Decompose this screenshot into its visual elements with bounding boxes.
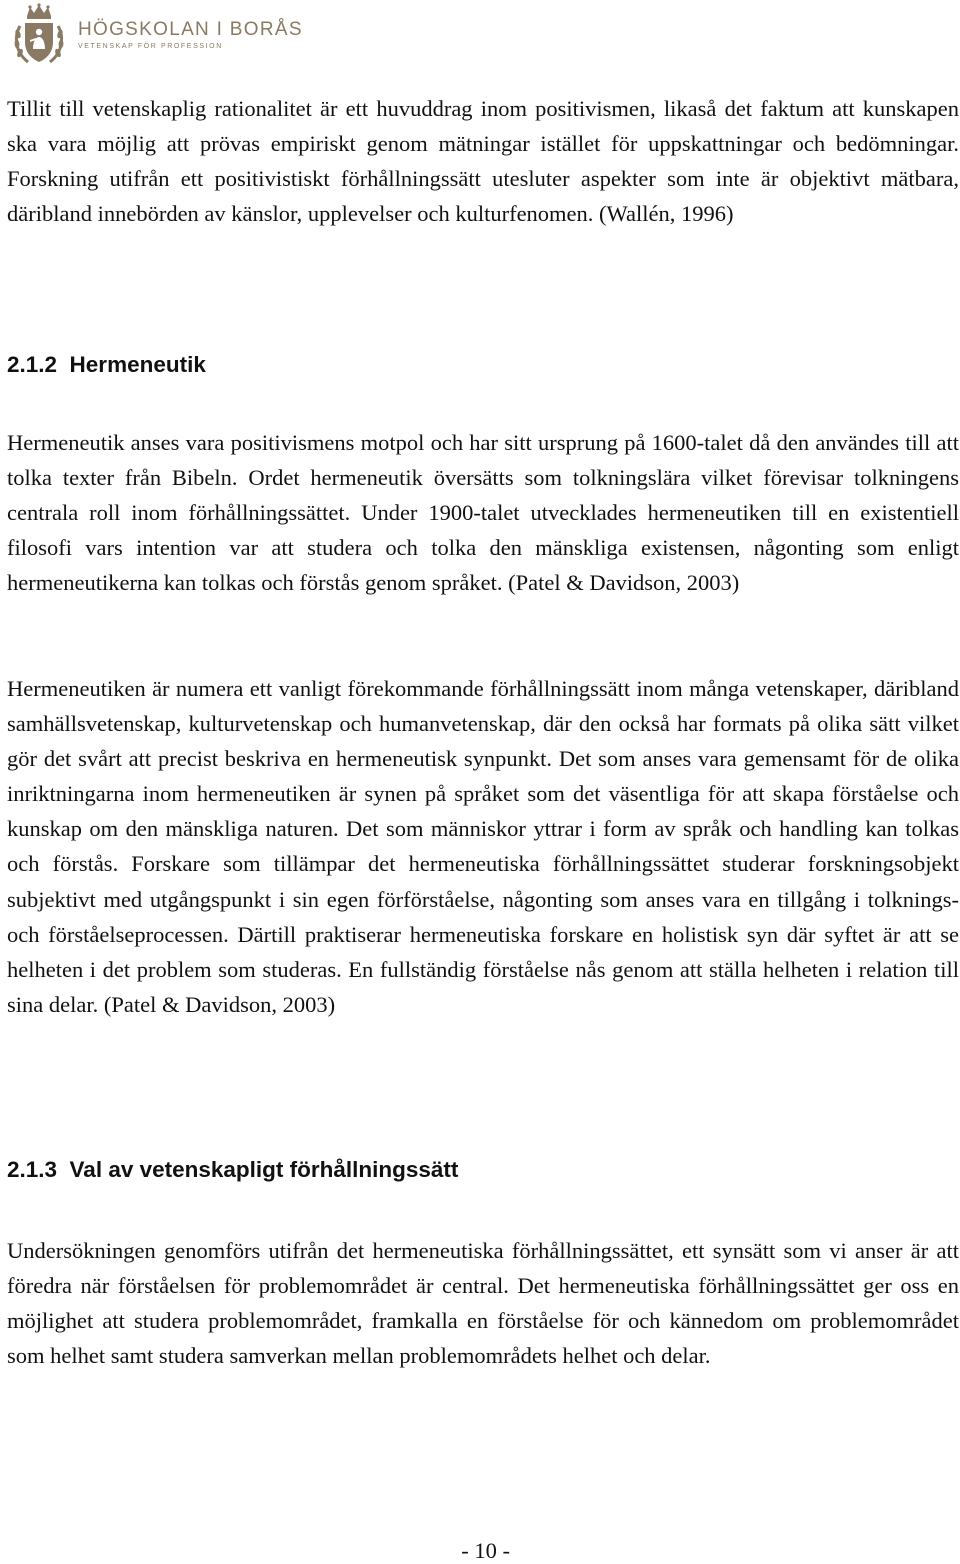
heading-val-av-forhallningssatt: 2.1.3 Val av vetenskapligt förhållningssätt [7,1157,459,1182]
institution-name: HÖGSKOLAN I BORÅS [78,18,303,40]
val-block [7,1233,959,1373]
page-number: - 10 - [461,1538,510,1563]
university-seal-icon [6,2,72,68]
page-header [6,0,303,70]
heading-hermeneutik: 2.1.2 Hermeneutik [7,352,206,377]
hermeneutik-block-2 [7,671,959,1022]
heading-block-212 [7,351,959,379]
paragraph-intro: Tillit till vetenskaplig rationalitet är ett huvuddrag inom positivismen, likaså det faktum att kunskapen ska vara möjlig att prövas empiriskt genom mätningar istället för uppskattningar och bedömningar. Forskning utifrån ett positivistiskt förhållningssätt utesluter aspekter som inte är objektivt mätbara, däribland innebörden av känslor, upplevelser och kulturfenomen. (Wallén, 1996) [7,96,959,227]
hermeneutik-block-1 [7,425,959,600]
institution-tagline: VETENSKAP FÖR PROFESSION [78,42,223,50]
heading-block-213 [7,1156,959,1184]
intro-block [7,91,959,231]
institution-logo-text [78,20,303,51]
paragraph-hermeneutik-1: Hermeneutik anses vara positivismens motpol och har sitt ursprung på 1600-talet då den användes till att tolka texter från Bibeln. Ordet hermeneutik översätts som tolkningslära vilket förevisar tolkningens centrala roll inom förhållningssättet. Under 1900-talet utvecklades hermeneutiken till en existentiell filosofi vars intention var att studera och tolka den mänskliga existensen, någonting som enligt hermeneutikerna kan tolkas och förstås genom språket. (Patel & Davidson, 2003) [7,430,959,596]
paragraph-val: Undersökningen genomförs utifrån det hermeneutiska förhållningssättet, ett synsätt som vi anser är att föredra när förståelsen för problemområdet är central. Det hermeneutiska förhållningssättet ger oss en möjlighet att studera problemområdet, framkalla en förståelse för och kännedom om problemområdet som helhet samt studera samverkan mellan problemområdets helhet och delar. [7,1238,959,1369]
paragraph-hermeneutik-2: Hermeneutiken är numera ett vanligt förekommande förhållningssätt inom många vetenskaper, däribland samhällsvetenskap, kulturvetenskap och humanvetenskap, där den också har formats på olika sätt vilket gör det svårt att precist beskriva en hermeneutisk synpunkt. Det som anses vara gemensamt för de olika inriktningarna inom hermeneutiken är synen på språket som det väsentliga för att skapa förståelse och kunskap om den mänskliga naturen. Det som människor yttrar i form av språk och handling kan tolkas och förstås. Forskare som tillämpar det hermeneutiska förhållningssättet studerar forskningsobjekt subjektivt med utgångspunkt i sin egen förförståelse, någonting som anses vara en tillgång i tolknings- och förståelseprocessen. Därtill praktiserar hermeneutiska forskare en holistisk syn där syftet är att se helheten i det problem som studeras. En fullständig förståelse nås genom att ställa helheten i relation till sina delar. (Patel & Davidson, 2003) [7,676,959,1017]
